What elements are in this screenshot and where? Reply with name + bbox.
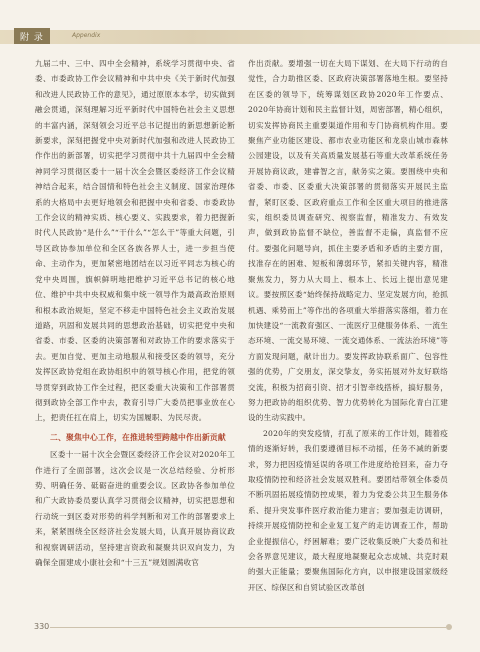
appendix-badge — [14, 28, 50, 44]
section-heading: 二、聚焦中心工作，在推进转型跨越中作出新贡献 — [50, 432, 226, 442]
left-column — [35, 56, 235, 570]
footer-ornament — [446, 624, 452, 630]
paragraph: 九届二中、三中、四中全会精神，系统学习贯彻中央、省委、市委政协工作会议精神和中共中央《关于新时代加强和改进人民政协工作的意见》，通过原原本本学，切实做到融会贯通，深刻理解习近平新时代中国特色社会主义思想的丰富内涵，深刻领会习近平总书记提出的新思想新论断新要求，深刻把握党中央对新时代加强和改进人民政协工作作出的新部署，切实把学习贯彻中共十九届四中全会精神同学习贯彻区委十一届十次全会暨区委经济工作会议精神结合起来，结合国情和特色社会主义制度、国家治理体系的大格局中去更好地领会和把握中央和省委、市委政协工作会议的精神实质、核心要义、实践要求，着力把握新时代人民政协“是什么”“干什么”“怎么干”等重大问题，引导区政协参加单位和全区各族各界人士，进一步担当使命、主动作为，更加紧密地团结在以习近平同志为核心的党中央周围，旗帜鲜明地把维护习近平总书记的核心地位、维护中共中央权威和集中统一领导作为最高政治原则和根本政治规矩，坚定不移走中国特色社会主义政治发展道路，巩固和发展共同的思想政治基础，切实把党中央和省委、市委、区委的决策部署和对政协工作的要求落实于去。更加自觉、更加主动地服从和接受区委的领导，充分发挥区政协党组在政协组织中的领导核心作用，把党的领导贯穿到政协工作全过程，把区委重大决策和工作部署贯彻到政协全部工作中去，教育引导广大委员把事业放在心上，把责任扛在肩上，切实为国履职、为民尽责。 — [35, 59, 235, 423]
page-number: 330 — [34, 622, 50, 631]
right-column — [248, 56, 448, 595]
paragraph: 作出贡献。要增强一切在大局下谋划、在大局下行动的自觉性，合力助推区委、区政府决策部署落地生根。要坚持在区委的领导下，统筹谋划区政协2020年工作要点、2020年协商计划和民主监督计划，周密部署，精心组织，切实发挥协商民主重要渠道作用和专门协商机构作用。要聚焦产业功能区建设、都市农业功能区和龙泉山城市森林公园建设，以及有关高质量发展基石等重大改革系统任务开展协商议政，建睿智之言，献务实之策。要围绕中央和省委、市委、区委重大决策部署的贯彻落实开展民主监督，紧盯区委、区政府重点工作和全区重大项目的推进落实，组织委员调查研究、视察监督，精准发力、有效发声，做到政协监督不缺位，善监督不走偏，真监督不应付。要强化问题导向，抓住主要矛盾和矛盾的主要方面，找准存在的困难、短板和薄弱环节，紧扣关键内容，精准聚焦发力，努力从大局上、根本上、长远上提出意见建议。要按照区委“始终保持战略定力、坚定发展方向，抢抓机遇、乘势而上”等作出的各项重大举措落实落细，着力在加快建设“一流教育强区、一流医疗卫健服务体系、一流生态环境、一流交易环境、一流交通体系、一流法治环境”等方面发现问题，献计出力。要发挥政协联系面广、包容性强的优势，广交朋友，深交挚友，务实拓展对外友好联络交流，积极为招商引资、招才引智牵线搭桥，搞好服务，努力把政协的组织优势、智力优势转化为国际化青白江建设的生动实践中。 — [248, 59, 448, 423]
header-subtitle: Appendix — [72, 32, 101, 39]
footer-rule — [50, 627, 446, 628]
paragraph: 区委十一届十次全会暨区委经济工作会议对2020年工作进行了全面部署，这次会议是一次总结经验、分析形势、明确任务、砥砺奋进的重要会议。区政协各参加单位和广大政协委员要认真学习贯彻会议精神，切实把思想和行动统一到区委对形势的科学判断和对工作的部署要求上来，紧紧围绕全区经济社会发展大局，认真开展协商议政和视察调研活动，坚持建言资政和凝聚共识双向发力，为确保全面建成小康社会和“十三五”规划圆满收官 — [35, 450, 235, 567]
paragraph: 2020年的突发疫情，打乱了原来的工作计划，随着疫情的逐渐好转，我们要遵循目标不动摇，任务不减的新要求，努力把因疫情延误的各项工作进度给抢回来，奋力夺取疫情防控和经济社会发展双胜利。要团结带领全体委员不断巩固拓展疫情防控成果，着力为党委公共卫生服务体系、提升突发事件医疗救治能力建言；要加强走访调研，持续开展疫情防控和企业复工复产的走访调查工作，帮助企业提振信心，纾困解难；要广泛收集反映广大委员和社会各界意见建议，最大程度地凝聚起众志成城、共克时艰的强大正能量；要聚焦国际化方向，以申报建设国家级经开区、综保区和自贸试验区改革创 — [248, 428, 448, 592]
page-header — [0, 0, 480, 46]
appendix-label: 附 录 — [20, 32, 44, 43]
